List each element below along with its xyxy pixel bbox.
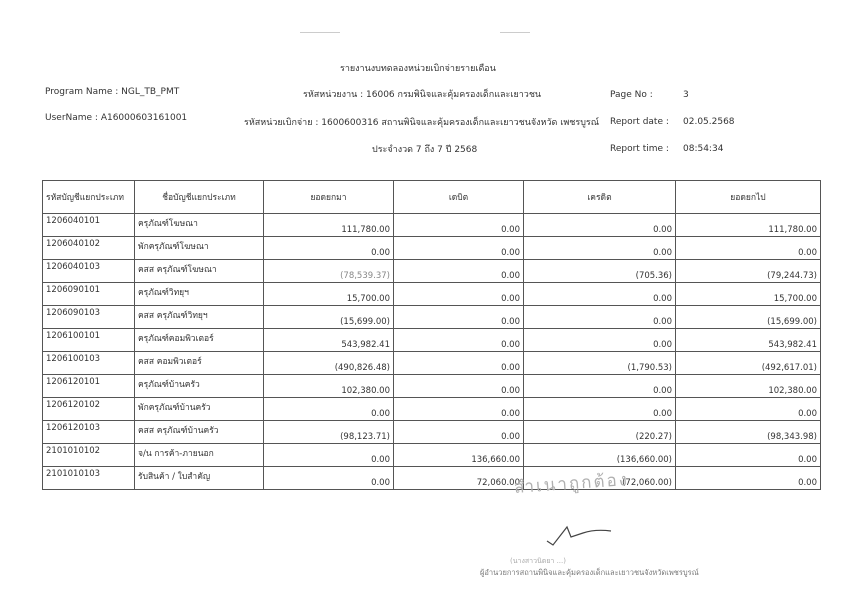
cell-brought-forward: 0.00 [264, 467, 394, 490]
table-row [43, 237, 821, 260]
cell-account-name: คสส ครุภัณฑ์บ้านครัว [135, 421, 264, 444]
table-row [43, 329, 821, 352]
cell-account-code: 1206100103 [43, 352, 135, 375]
page-no-value: 3 [683, 90, 689, 100]
cell-debit: 0.00 [394, 352, 524, 375]
cell-debit: 0.00 [394, 421, 524, 444]
cell-debit: 0.00 [394, 283, 524, 306]
user-name: UserName : A16000603161001 [45, 113, 188, 123]
cell-account-code: 1206120102 [43, 398, 135, 421]
cell-brought-forward: 0.00 [264, 237, 394, 260]
cell-debit: 0.00 [394, 398, 524, 421]
table-row [43, 352, 821, 375]
cell-credit: 0.00 [524, 375, 676, 398]
col-header-carried-forward: ยอดยกไป [676, 181, 821, 214]
table-row [43, 467, 821, 490]
cell-debit: 0.00 [394, 306, 524, 329]
cell-account-name: ครุภัณฑ์โฆษณา [135, 214, 264, 237]
cell-debit: 0.00 [394, 329, 524, 352]
page-no-label: Page No : [610, 90, 653, 100]
trial-balance-table [42, 180, 821, 490]
cell-account-code: 1206120101 [43, 375, 135, 398]
cell-brought-forward: (78,539.37) [264, 260, 394, 283]
cell-debit: 0.00 [394, 375, 524, 398]
disbursing-unit: รหัสหน่วยเบิกจ่าย : 1600600316 สถานพินิจและคุ้มครองเด็กและเยาวชนจังหวัด เพชรบูรณ์ [244, 118, 600, 128]
cell-carried-forward: (98,343.98) [676, 421, 821, 444]
cell-account-code: 1206040102 [43, 237, 135, 260]
signer-name-line: (นางสาวนิตยา ...) [510, 557, 566, 565]
cell-credit: (220.27) [524, 421, 676, 444]
cell-debit: 0.00 [394, 214, 524, 237]
scan-mark [500, 32, 530, 33]
table-row [43, 375, 821, 398]
cell-account-code: 1206120103 [43, 421, 135, 444]
cell-credit: (136,660.00) [524, 444, 676, 467]
cell-carried-forward: 15,700.00 [676, 283, 821, 306]
cell-account-name: ครุภัณฑ์บ้านครัว [135, 375, 264, 398]
cell-credit: 0.00 [524, 237, 676, 260]
signer-title: ผู้อำนวยการสถานพินิจและคุ้มครองเด็กและเยาวชนจังหวัดเพชรบูรณ์ [480, 568, 699, 577]
cell-account-name: พักครุภัณฑ์บ้านครัว [135, 398, 264, 421]
cell-brought-forward: (490,826.48) [264, 352, 394, 375]
cell-brought-forward: 102,380.00 [264, 375, 394, 398]
cell-credit: 0.00 [524, 329, 676, 352]
cell-debit: 0.00 [394, 260, 524, 283]
report-time-label: Report time : [610, 144, 669, 154]
cell-credit: 0.00 [524, 306, 676, 329]
cell-debit: 0.00 [394, 237, 524, 260]
cell-account-code: 2101010102 [43, 444, 135, 467]
cell-carried-forward: 0.00 [676, 467, 821, 490]
scan-mark [300, 32, 340, 33]
program-name: Program Name : NGL_TB_PMT [45, 87, 180, 97]
cell-brought-forward: 111,780.00 [264, 214, 394, 237]
table-row [43, 444, 821, 467]
certified-copy-stamp: สำเนาถูกต้อง [513, 470, 630, 498]
cell-carried-forward: (79,244.73) [676, 260, 821, 283]
cell-account-name: พักครุภัณฑ์โฆษณา [135, 237, 264, 260]
cell-carried-forward: (492,617.01) [676, 352, 821, 375]
cell-carried-forward: (15,699.00) [676, 306, 821, 329]
cell-account-code: 1206090101 [43, 283, 135, 306]
cell-brought-forward: (98,123.71) [264, 421, 394, 444]
cell-account-code: 1206040101 [43, 214, 135, 237]
table-row [43, 421, 821, 444]
table-row [43, 306, 821, 329]
cell-carried-forward: 0.00 [676, 444, 821, 467]
cell-account-code: 1206040103 [43, 260, 135, 283]
table-row [43, 214, 821, 237]
col-header-debit: เดบิต [394, 181, 524, 214]
cell-carried-forward: 0.00 [676, 398, 821, 421]
cell-account-name: จ/น การค้า-ภายนอก [135, 444, 264, 467]
col-header-credit: เครดิต [524, 181, 676, 214]
cell-account-code: 1206090103 [43, 306, 135, 329]
period: ประจำงวด 7 ถึง 7 ปี 2568 [372, 145, 478, 155]
cell-credit: (1,790.53) [524, 352, 676, 375]
table-header-row [43, 181, 821, 214]
cell-account-name: ครุภัณฑ์วิทยุฯ [135, 283, 264, 306]
cell-carried-forward: 111,780.00 [676, 214, 821, 237]
signature [545, 523, 615, 549]
cell-brought-forward: 0.00 [264, 398, 394, 421]
cell-carried-forward: 102,380.00 [676, 375, 821, 398]
cell-credit: 0.00 [524, 214, 676, 237]
table-row [43, 398, 821, 421]
cell-credit: (72,060.00) [524, 467, 676, 490]
cell-account-code: 1206100101 [43, 329, 135, 352]
cell-account-name: รับสินค้า / ใบสำคัญ [135, 467, 264, 490]
cell-credit: (705.36) [524, 260, 676, 283]
cell-account-name: คสส ครุภัณฑ์โฆษณา [135, 260, 264, 283]
cell-carried-forward: 0.00 [676, 237, 821, 260]
col-header-account-name: ชื่อบัญชีแยกประเภท [135, 181, 264, 214]
col-header-account-code: รหัสบัญชีแยกประเภท [43, 181, 135, 214]
agency-code: รหัสหน่วยงาน : 16006 กรมพินิจและคุ้มครองเด็กและเยาวชน [303, 90, 542, 100]
cell-carried-forward: 543,982.41 [676, 329, 821, 352]
cell-brought-forward: 0.00 [264, 444, 394, 467]
report-time-value: 08:54:34 [683, 144, 724, 154]
cell-brought-forward: 543,982.41 [264, 329, 394, 352]
cell-credit: 0.00 [524, 398, 676, 421]
col-header-brought-forward: ยอดยกมา [264, 181, 394, 214]
cell-account-name: คสส คอมพิวเตอร์ [135, 352, 264, 375]
report-date-label: Report date : [610, 117, 669, 127]
report-title: รายงานงบทดลองหน่วยเบิกจ่ายรายเดือน [340, 64, 496, 74]
cell-debit: 136,660.00 [394, 444, 524, 467]
cell-debit: 72,060.00 [394, 467, 524, 490]
table-row [43, 283, 821, 306]
cell-brought-forward: (15,699.00) [264, 306, 394, 329]
cell-account-name: คสส ครุภัณฑ์วิทยุฯ [135, 306, 264, 329]
cell-account-name: ครุภัณฑ์คอมพิวเตอร์ [135, 329, 264, 352]
cell-credit: 0.00 [524, 283, 676, 306]
report-date-value: 02.05.2568 [683, 117, 735, 127]
cell-account-code: 2101010103 [43, 467, 135, 490]
table-row [43, 260, 821, 283]
cell-brought-forward: 15,700.00 [264, 283, 394, 306]
